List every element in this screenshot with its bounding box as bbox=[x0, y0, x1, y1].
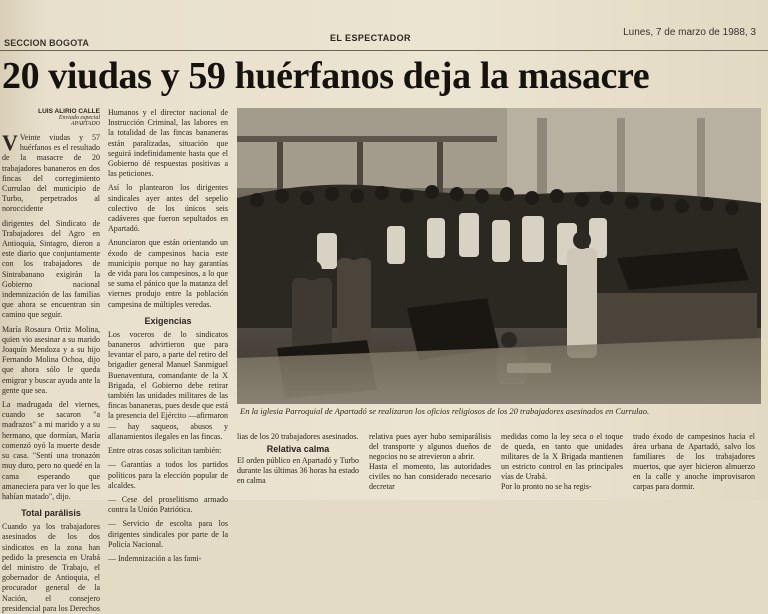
bottom-columns bbox=[237, 432, 765, 500]
issue-date: Lunes, 7 de marzo de 1988, 3 bbox=[623, 27, 756, 38]
article-column-1 bbox=[2, 108, 100, 613]
subheading: Exigencias bbox=[144, 315, 192, 326]
paragraph: — Servicio de escolta para los dirigentes sindicales por parte de la Policía Nacional. bbox=[108, 519, 228, 549]
paragraph: Los voceros de lo sindicatos bananeros advirtieron que para levantar el paro, a parte del retiro del brigadier general Manuel Sanmiguel Buenaventura, comandante de la X Brigada, el Gobierno debe retirar también las unidades militares de las fincas bananeras, pues desde que está la presencia del Ejército —afirmaron— hay saqueos, abusos y allanamientos ilegales en las fincas. bbox=[108, 329, 228, 441]
bottom-column-3: medidas como la ley seca o el toque de queda, en tanto que unidades militares de la X Brigada mantienen un estricto control en las principales vías de Urabá. Por lo pronto no se ha regis- bbox=[501, 432, 623, 491]
bottom-column-1 bbox=[237, 432, 359, 500]
photo-church-funeral bbox=[237, 108, 761, 404]
paragraph: Humanos y el director nacional de Instrucción Criminal, las labores en la totalidad de las fincas bananeras están paralizadas, situación que seguirá indefinidamente hasta que el Gobierno dé respuestas positivas a las peticiones. bbox=[108, 108, 228, 179]
paragraph: lias de los 20 trabajadores asesinados. bbox=[237, 432, 359, 441]
byline-role-text: Enviado especial bbox=[58, 115, 100, 121]
paragraph: El orden público en Apartadó y Turbo durante las últimas 36 horas ha estado en calma bbox=[237, 456, 359, 485]
byline: LUIS ALIRIO CALLE bbox=[38, 108, 100, 115]
header-rule bbox=[0, 50, 768, 51]
bottom-column-4: trado éxodo de campesinos hacia el área urbana de Apartadó, salvo los familiares de los trabajadores muertos, que ayer hicieron almuerzo en la calle y anoche improvisaron carpas para dormir. bbox=[633, 432, 755, 491]
subheading: Relativa calma bbox=[266, 444, 330, 454]
drop-cap: V bbox=[2, 130, 18, 155]
byline-place: APARTADO bbox=[70, 121, 100, 127]
paragraph: Así lo plantearon los dirigentes sindicales ayer antes del sepelio colectivo de los únicos seis cadáveres que fueron sepultados en Apartadó. bbox=[108, 183, 228, 234]
paragraph: Anunciaron que están orientando un éxodo de campesinos hacia este municipio porque no hay garantías de vida para los campesinos, a lo que se suma el pánico que la matanza del viernes produjo entre la población campesina de múltiples veredas. bbox=[108, 238, 228, 309]
paragraph-text: Veinte viudas y 57 huérfanos es el resultado de la masacre de 20 trabajadores bananeros en dos fincas del corregimiento Currulao del municipio de Turbo, perpetrados al noroccidente bbox=[2, 133, 100, 214]
news-photo bbox=[237, 108, 761, 404]
subheading: Total parálisis bbox=[21, 508, 81, 519]
headline: 20 viudas y 59 huérfanos deja la masacre bbox=[2, 55, 650, 97]
paragraph bbox=[2, 130, 100, 215]
photo-caption: En la iglesia Parroquial de Apartadó se realizaron los oficios religiosos de los 20 trabajadores asesinados en Currulao. bbox=[240, 406, 650, 416]
byline-role bbox=[2, 115, 100, 127]
paragraph: — Indemnización a las fami- bbox=[108, 553, 202, 563]
article-column-2 bbox=[108, 108, 228, 563]
bottom-column-2: relativa pues ayer hubo semiparálisis del transporte y algunos dueños de negocios no se atrevieron a abrir. Hasta el momento, las autoridades civiles no han considerado necesario decretar bbox=[369, 432, 491, 491]
paragraph: María Rosaura Ortiz Molina, quien vio asesinar a su marido Joaquín Mendoza y a su hijo Fernando Molina Ochoa, dijo que ahora sólo le queda emigrar y buscar ayuda ante la gente que sea. bbox=[2, 324, 100, 395]
paragraph: — Cese del proselitismo armado contra la Unión Patriótica. bbox=[108, 494, 228, 515]
paragraph: Entre otras cosas solicitan también: bbox=[108, 446, 222, 456]
paragraph: — Garantías a todos los partidos políticos para la elección popular de alcaldes. bbox=[108, 460, 228, 490]
paragraph: Cuando ya los trabajadores asesinados de los dos sindicatos en la zona han pedido la presencia en Urabá del ministro de Trabajo, el gobernador de Antioquia, el procurador general de la Nación, el consejero presidencial para los Derechos bbox=[2, 522, 100, 613]
paragraph: dirigentes del Sindicato de Trabajadores del Agro en Antioquia, Sintagro, dieron a este diario que conjuntamente con los trabajadores de Sintrabanano exigirán la Gobierno nacional indemnización de las familias que ahora se encuentran sin camino que seguir. bbox=[2, 218, 100, 320]
paragraph: La madrugada del viernes, cuando se sacaron "a madrazos" a mi marido y a su hermano, que dormían, María comenzó oyó la muerte desde su casa. "Sentí una tronazón muy duro, pero no quedé en la cama esperando que amaneciera para ver lo que les habían matado", dijo. bbox=[2, 400, 100, 501]
section-label: SECCION BOGOTA bbox=[4, 38, 90, 48]
masthead: EL ESPECTADOR bbox=[330, 33, 411, 43]
